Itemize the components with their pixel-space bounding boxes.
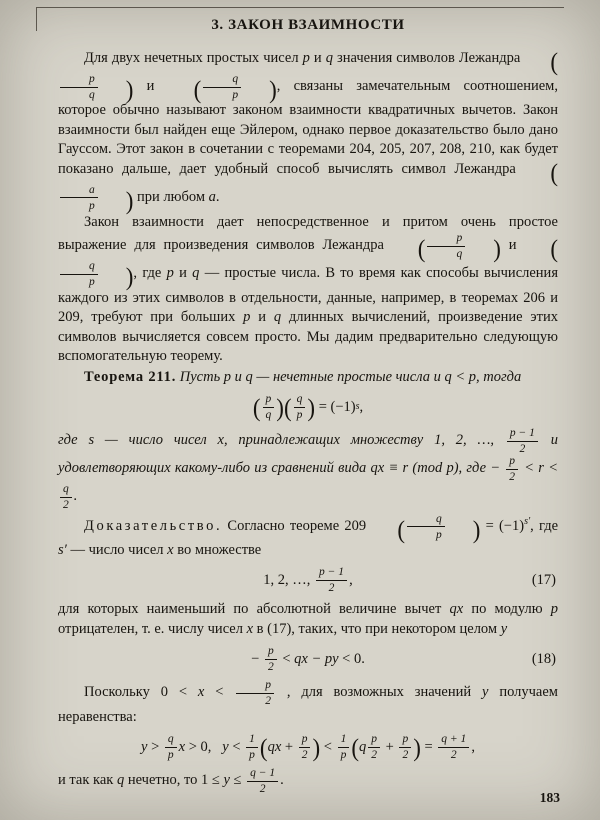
page-content: [58, 14, 558, 795]
proof-continuation: для которых наименьший по абсолютной величине вычет qx по модулю p отрицателен, т. е. числу чисел x в (17), таких, что при некотором целом y: [58, 601, 558, 637]
equation-body: 1, 2, …, $\frac{p - 1}{2}$ ,: [263, 566, 353, 595]
display-equation-17: [58, 566, 558, 594]
paragraph-reciprocity: Закон взаимности дает непосредственное и притом очень простое выражение для произведения символов Лежандра ( $\frac{p}{q}$ ) и ( $\frac{q}{p}$ ), где p и q — простые числа. В то время как способы вычисления каждого из этих символов в отдельности, данные, например, в теоремах 206 и 209, требуют при больших p и q длинных вычислений, произведение этих символов вычисляется совсем просто. Мы дадим предварительно следующую вспомогательную теорему.: [58, 213, 559, 364]
page-frame-top-line: [36, 7, 564, 8]
page-frame-left-line: [36, 7, 37, 31]
display-equation-18: [58, 645, 558, 673]
equation-number-17: (17): [531, 572, 556, 589]
paragraph-intro: Для двух нечетных простых чисел p и q значения символов Лежандра ( $\frac{p}{q}$ ) и ( $\frac{q}{p}$ ), связаны замечательным соотношением, которое обычно называют законом взаимности квадратичных вычетов. Закон взаимности был найден еще Эйлером, однако первое доказательство было дано Гауссом. Этот закон в сочетании с теоремами 204, 205, 207, 208, 210, как будет показано дальше, дает удобный способ вычислять символ Лежандра ( $\frac{a}{p}$ ) при любом a.: [58, 47, 559, 215]
page-number: 183: [539, 790, 560, 805]
proof-paragraph: Доказательство. Согласно теореме 209 ( $\frac{q}{p}$ ) = $(-1)^{s'}$, где s′ — число чисел x во множестве: [58, 512, 559, 558]
equation-number-18: (18): [531, 651, 556, 668]
equation-body: − $\frac{p}{2}$ < qx − py < 0.: [251, 645, 365, 674]
display-inequality-chain: [58, 733, 558, 761]
paragraph-final: и так как q нечетно, то 1 ≤ y ≤ $\frac{q - 1}{2}$ .: [58, 767, 284, 796]
theorem-211-statement: Теорема 211. Пусть p и q — нечетные простые числа и q < p, тогда: [84, 368, 522, 385]
paragraph-poskolku: Поскольку 0 < x < $\frac{p}{2}$ , для возможных значений y получаем неравенства:: [58, 679, 558, 725]
equation-body: y > $\frac{q}{p}$ x > 0, y < $\frac{1}{p}$ ( qx + $\frac{p}{2}$ ) < $\frac{1}{p}$ ( q $\frac{p}{2}$ + $\frac{p}{2}$ ) = $\frac{q + 1}{2}$ ,: [141, 733, 475, 762]
section-title: 3. ЗАКОН ВЗАИМНОСТИ: [211, 17, 405, 33]
display-equation-legendre-product: [58, 393, 558, 421]
theorem-211-continuation: где s — число чисел x, принадлежащих множеству 1, 2, …, $\frac{p - 1}{2}$ и удовлетворяющих какому-либо из сравнений вида qx ≡ r (mod p), где − $\frac{p}{2}$ < r < $\frac{q}{2}$ .: [58, 427, 558, 512]
equation-body: ( $\frac{p}{q}$ ) ( $\frac{q}{p}$ ) = (−1) s ,: [252, 393, 364, 422]
